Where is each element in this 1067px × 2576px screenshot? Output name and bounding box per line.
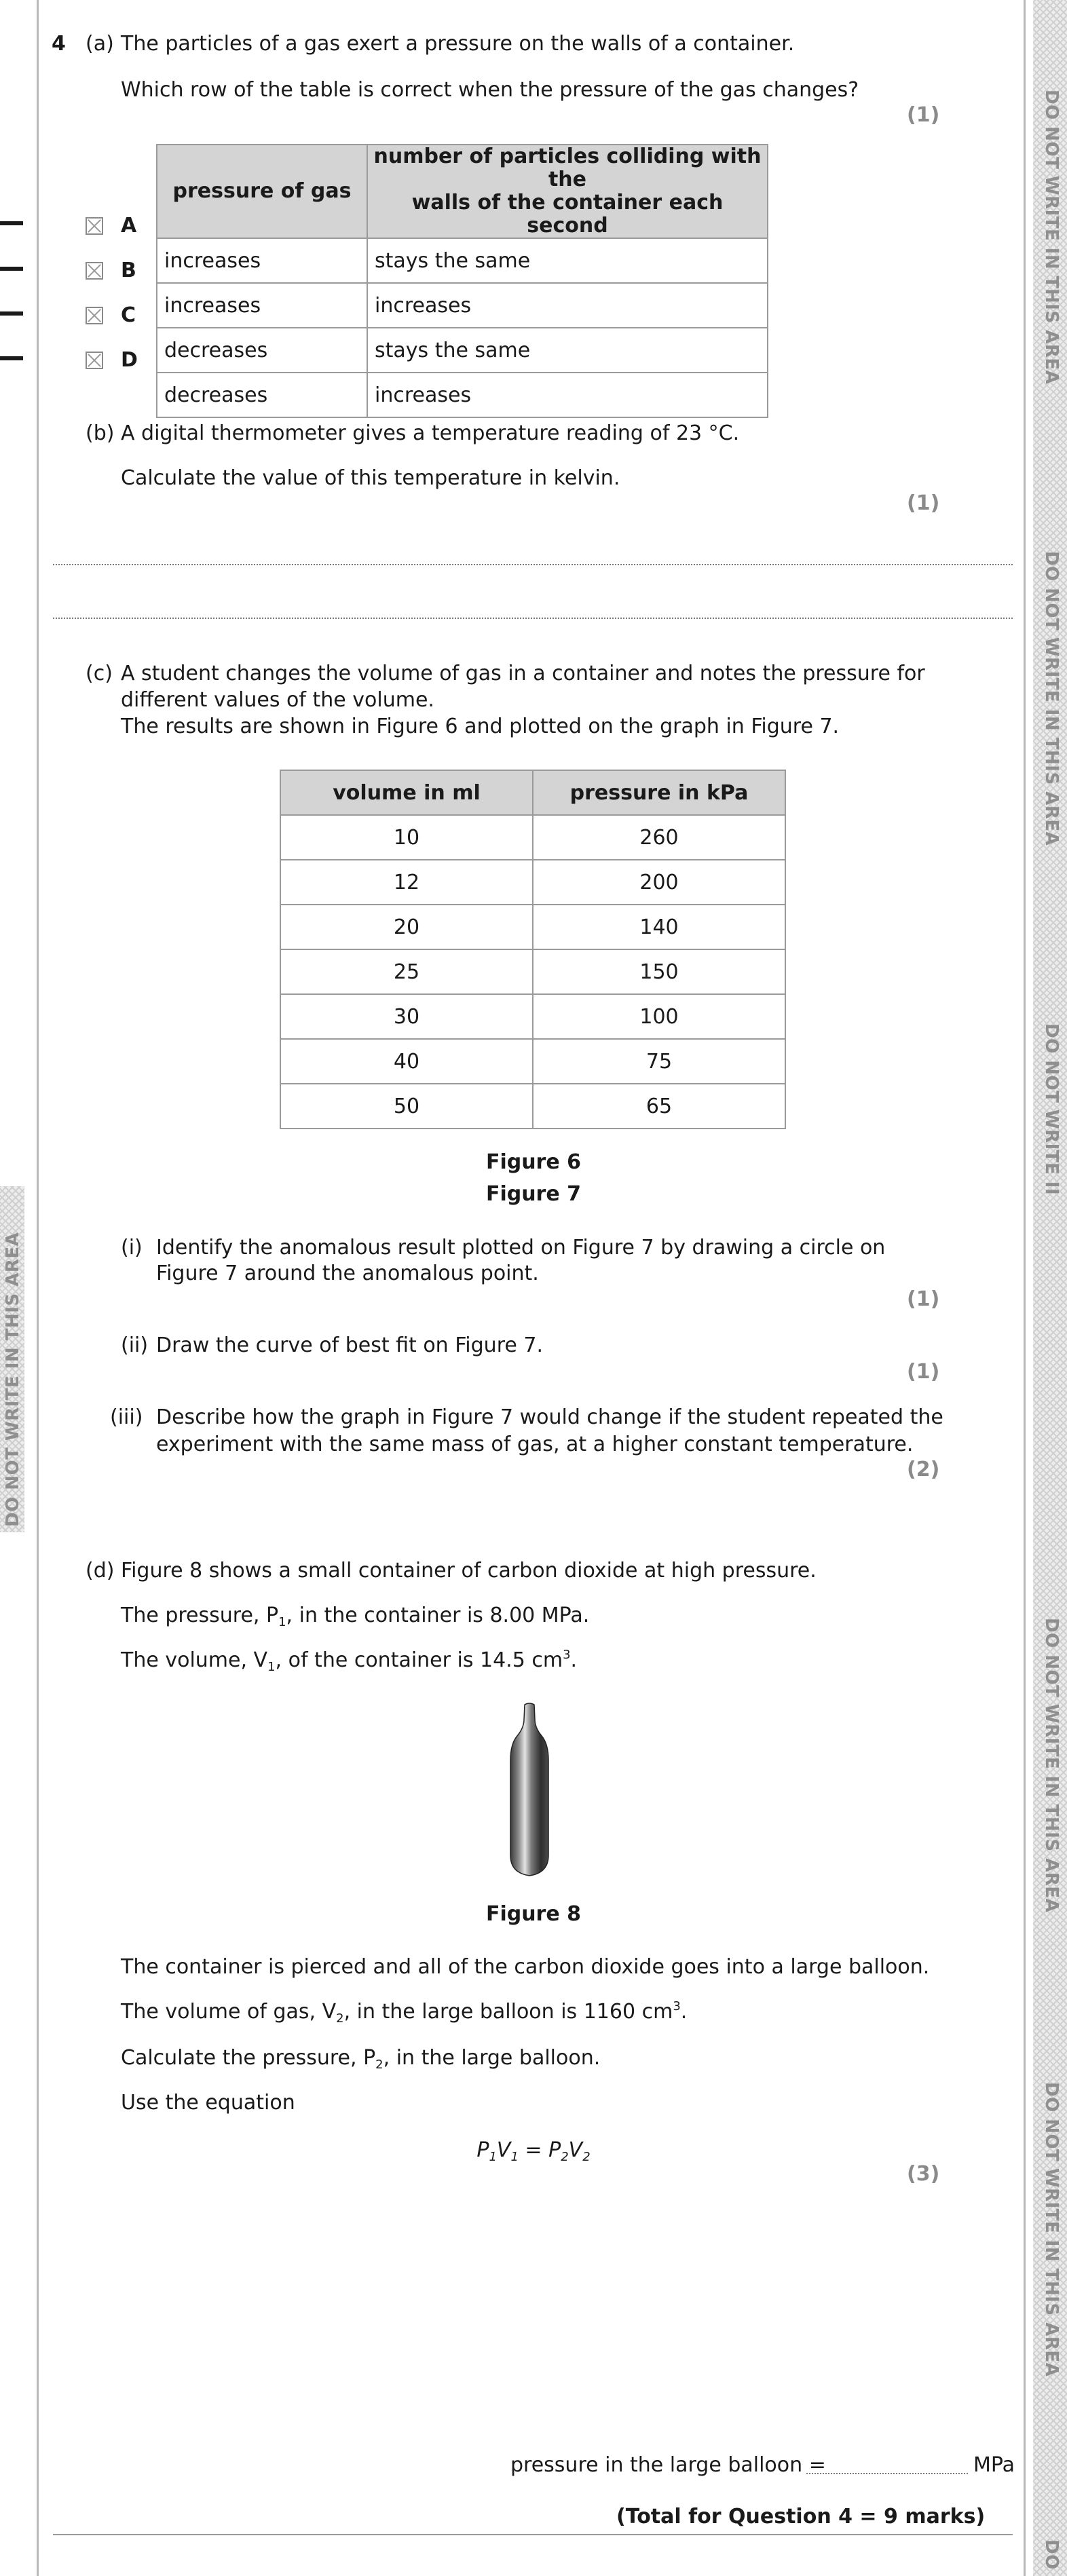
eq-symbol: V [496,2138,511,2162]
sub-part-label: (i) [121,1236,143,1259]
table-cell: increases [157,283,367,328]
answer-line[interactable] [53,564,1013,565]
option-checkbox-b[interactable] [86,262,103,280]
margin-tick [0,311,23,316]
question-text: Figure 7 around the anomalous point. [156,1262,539,1285]
table-cell: 25 [280,949,533,994]
divider [53,2534,1013,2535]
total-marks: (Total for Question 4 = 9 marks) [616,2505,986,2528]
text-part: . [680,2000,688,2024]
part-label: (a) [86,32,114,56]
question-text: Use the equation [121,2091,295,2115]
eq-symbol: V [568,2138,583,2162]
table-row [280,949,785,994]
table-cell: 260 [533,815,785,860]
margin-warning: DO [1041,2539,1062,2570]
table-row [280,860,785,905]
subscript: 2 [375,2058,383,2072]
table-header [367,145,768,238]
part-label: (b) [86,421,115,445]
part-label: (c) [86,662,113,685]
option-letter: D [121,348,138,372]
answer-table [156,144,768,418]
subscript: 1 [489,2150,497,2164]
table-cell: 140 [533,905,785,949]
table-cell: 40 [280,1039,533,1084]
text-part: . [570,1648,578,1672]
option-letter: C [121,303,136,327]
figure-caption: Figure 7 [485,1182,582,1206]
co2-cartridge-illustration [502,1702,557,1878]
subscript: 2 [582,2150,591,2164]
marks: (1) [907,491,940,515]
question-text: Figure 8 shows a small container of carbon dioxide at high pressure. [121,1559,817,1583]
table-cell: 30 [280,994,533,1039]
text-part: The pressure, P [121,1604,279,1627]
marks: (1) [907,103,940,127]
question-text: experiment with the same mass of gas, at a higher constant temperature. [156,1433,914,1456]
table-cell: decreases [157,373,367,417]
table-row [280,815,785,860]
question-text: different values of the volume. [121,688,434,712]
text-part: , in the container is 8.00 MPa. [286,1604,590,1627]
subscript: 1 [278,1615,286,1629]
subscript: 2 [336,2011,344,2026]
left-margin-line [37,0,39,2576]
marks: (2) [907,1458,940,1481]
table-header: pressure of gas [157,145,367,238]
option-letter: A [121,214,137,238]
question-text [121,1603,589,1629]
question-text: Which row of the table is correct when the pressure of the gas changes? [121,78,859,102]
table-cell: 65 [533,1084,785,1129]
question-text: A digital thermometer gives a temperature reading of 23 °C. [121,421,740,445]
table-row [280,1039,785,1084]
question-text: Draw the curve of best fit on Figure 7. [156,1333,543,1357]
table-cell: 200 [533,860,785,905]
right-margin-line [1024,0,1026,2576]
table-cell: increases [157,238,367,283]
table-cell: 10 [280,815,533,860]
answer-unit: MPa [973,2453,1015,2477]
table-row [280,1084,785,1129]
subscript: 2 [561,2150,569,2164]
answer-line[interactable] [806,2473,968,2474]
margin-warning: DO NOT WRITE IN THIS AREA [1041,90,1062,385]
margin-warning: DO NOT WRITE IN THIS AREA [1041,2082,1062,2377]
question-text [121,1999,687,2025]
table-row [157,373,768,417]
text-part: , of the container is 14.5 cm [275,1648,563,1672]
option-checkbox-a[interactable] [86,217,103,235]
table-row [157,283,768,328]
margin-warning: DO NOT WRITE IN THIS AREA [1041,1618,1062,1913]
margin-warning: DO NOT WRITE IN THIS AREA [1041,551,1062,846]
table-cell: 75 [533,1039,785,1084]
table-cell: 50 [280,1084,533,1129]
subscript: 1 [267,1660,276,1674]
sub-part-label: (ii) [121,1333,149,1357]
margin-tick [0,267,23,271]
table-cell: 12 [280,860,533,905]
table-row [280,994,785,1039]
margin-tick [0,356,23,360]
table-cell: 100 [533,994,785,1039]
margin-warning: DO NOT WRITE IN THIS AREA [3,1232,23,1527]
question-text: Calculate the value of this temperature in kelvin. [121,466,620,490]
question-text: The container is pierced and all of the carbon dioxide goes into a large balloon. [121,1955,930,1979]
option-letter: B [121,259,136,282]
table-cell: stays the same [367,238,768,283]
margin-warning: DO NOT WRITE II [1041,1023,1062,1196]
margin-tick [0,221,23,225]
question-text: A student changes the volume of gas in a container and notes the pressure for [121,662,925,685]
text-part: , in the large balloon is 1160 cm [343,2000,673,2024]
table-header: pressure in kPa [533,770,785,815]
results-table [280,770,786,1129]
question-text [121,1648,577,1673]
answer-label: pressure in the large balloon = [510,2453,826,2477]
option-checkbox-c[interactable] [86,307,103,324]
table-row [280,905,785,949]
part-label: (d) [86,1559,115,1583]
text-part: Calculate the pressure, P [121,2046,376,2070]
eq-symbol: = P [518,2138,561,2162]
eq-symbol: P [476,2138,489,2162]
table-header: volume in ml [280,770,533,815]
table-cell: increases [367,373,768,417]
table-row [157,238,768,283]
answer-line[interactable] [53,618,1013,619]
marks: (3) [907,2162,940,2186]
figure-caption: Figure 8 [485,1902,582,1926]
table-cell: stays the same [367,328,768,373]
table-header-line: number of particles colliding with the [373,145,762,191]
question-text: The particles of a gas exert a pressure on the walls of a container. [121,32,795,56]
subscript: 1 [510,2150,519,2164]
figure-caption: Figure 6 [485,1150,582,1174]
text-part: The volume of gas, V [121,2000,337,2024]
table-cell: 150 [533,949,785,994]
option-checkbox-d[interactable] [86,352,103,369]
table-row [157,328,768,373]
question-text: Identify the anomalous result plotted on Figure 7 by drawing a circle on [156,1236,886,1259]
marks: (1) [907,1360,940,1384]
table-cell: increases [367,283,768,328]
sub-part-label: (iii) [110,1405,143,1429]
question-text: The results are shown in Figure 6 and plotted on the graph in Figure 7. [121,715,840,738]
equation [0,2138,1067,2163]
text-part: The volume, V [121,1648,268,1672]
table-header-line: walls of the container each second [411,191,724,238]
superscript: 3 [673,1999,681,2013]
question-number: 4 [52,32,66,56]
text-part: , in the large balloon. [383,2046,601,2070]
question-text [121,2045,600,2071]
marks: (1) [907,1287,940,1311]
table-cell: 20 [280,905,533,949]
superscript: 3 [563,1648,571,1662]
table-cell: decreases [157,328,367,373]
question-text: Describe how the graph in Figure 7 would change if the student repeated the [156,1405,943,1429]
